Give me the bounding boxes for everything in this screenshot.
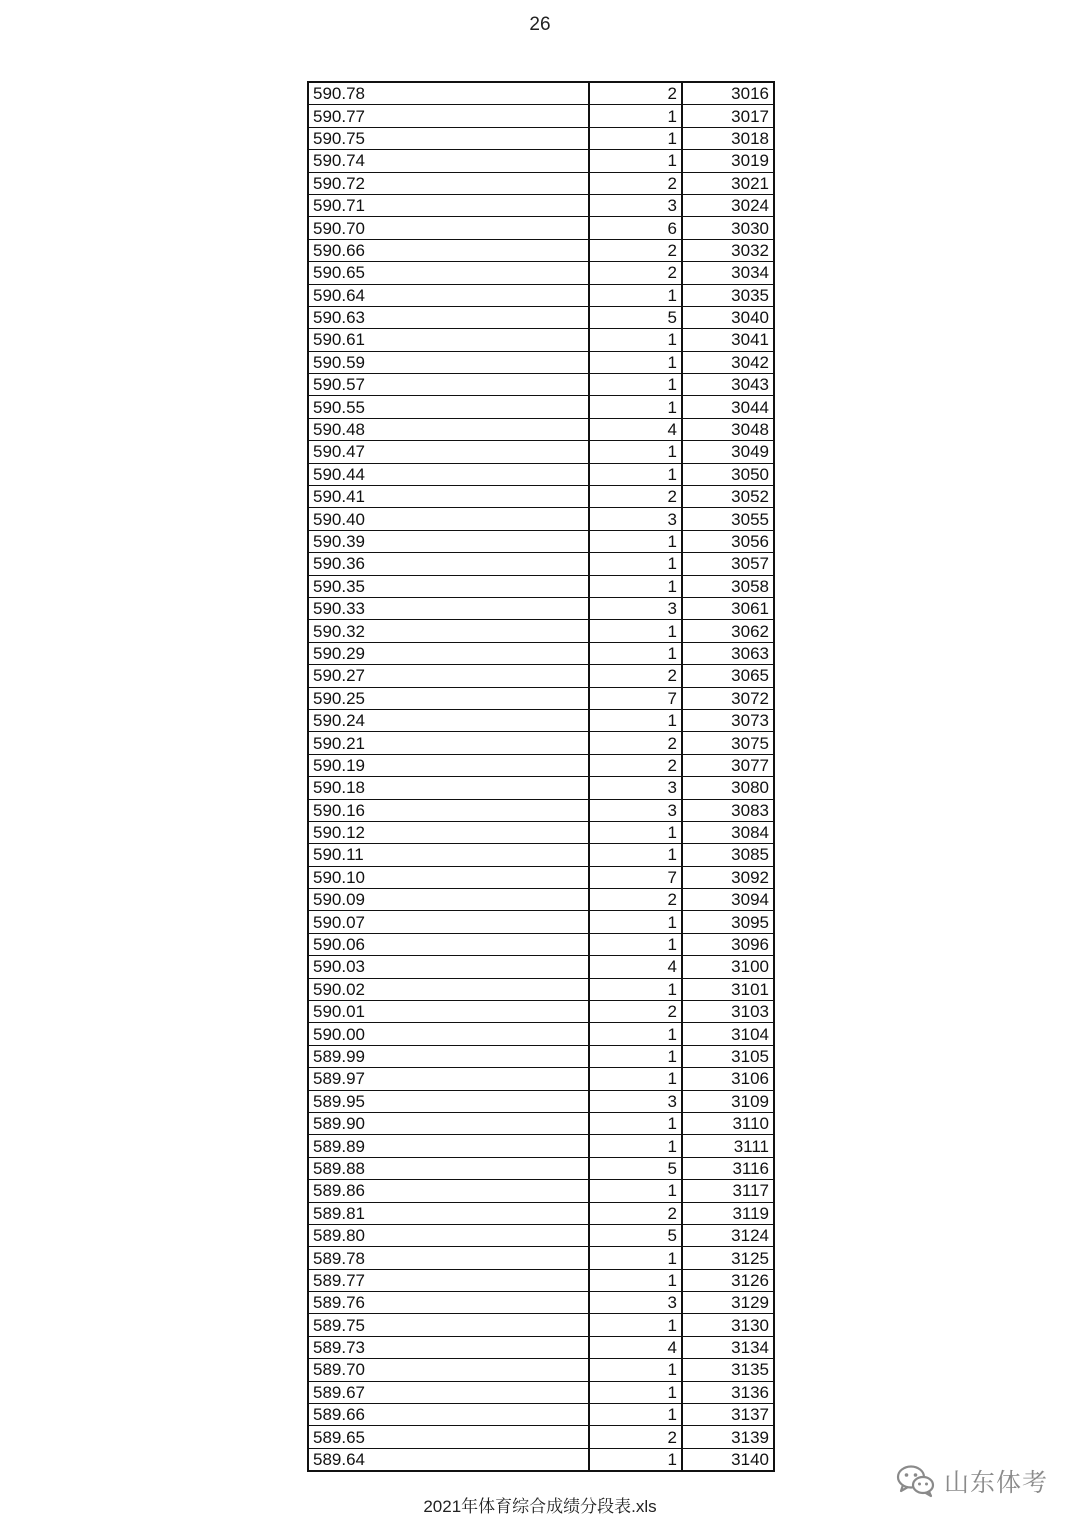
score-cell: 590.35 [308, 575, 589, 597]
count-cell: 1 [589, 1359, 682, 1381]
table-row [308, 1381, 774, 1403]
cumulative-cell: 3050 [682, 463, 774, 485]
table-row [308, 1314, 774, 1336]
count-cell: 2 [589, 1426, 682, 1448]
cumulative-cell: 3139 [682, 1426, 774, 1448]
score-cell: 589.97 [308, 1068, 589, 1090]
cumulative-cell: 3136 [682, 1381, 774, 1403]
score-cell: 590.06 [308, 933, 589, 955]
table-row [308, 463, 774, 485]
score-cell: 590.24 [308, 709, 589, 731]
table-row [308, 911, 774, 933]
cumulative-cell: 3063 [682, 642, 774, 664]
table-row [308, 978, 774, 1000]
score-cell: 590.59 [308, 351, 589, 373]
cumulative-cell: 3035 [682, 284, 774, 306]
score-cell: 589.73 [308, 1336, 589, 1358]
score-cell: 590.44 [308, 463, 589, 485]
cumulative-cell: 3094 [682, 889, 774, 911]
score-cell: 590.72 [308, 172, 589, 194]
table-row [308, 172, 774, 194]
cumulative-cell: 3041 [682, 329, 774, 351]
count-cell: 1 [589, 1247, 682, 1269]
count-cell: 1 [589, 463, 682, 485]
table-row [308, 844, 774, 866]
score-cell: 590.09 [308, 889, 589, 911]
score-cell: 590.41 [308, 486, 589, 508]
table-row [308, 799, 774, 821]
score-cell: 590.29 [308, 642, 589, 664]
count-cell: 6 [589, 217, 682, 239]
table-row [308, 687, 774, 709]
watermark-text: 山东体考 [944, 1469, 1049, 1497]
table-row [308, 441, 774, 463]
score-cell: 590.75 [308, 127, 589, 149]
table-row [308, 1001, 774, 1023]
score-cell: 590.55 [308, 396, 589, 418]
score-cell: 590.47 [308, 441, 589, 463]
table-row [308, 620, 774, 642]
cumulative-cell: 3137 [682, 1404, 774, 1426]
cumulative-cell: 3125 [682, 1247, 774, 1269]
table-row [308, 1202, 774, 1224]
count-cell: 4 [589, 1336, 682, 1358]
count-cell: 1 [589, 1448, 682, 1471]
table-row [308, 306, 774, 328]
score-cell: 590.61 [308, 329, 589, 351]
table-row [308, 105, 774, 127]
score-cell: 590.70 [308, 217, 589, 239]
cumulative-cell: 3119 [682, 1202, 774, 1224]
cumulative-cell: 3042 [682, 351, 774, 373]
count-cell: 1 [589, 1135, 682, 1157]
table-row [308, 866, 774, 888]
cumulative-cell: 3126 [682, 1269, 774, 1291]
score-cell: 589.70 [308, 1359, 589, 1381]
score-cell: 589.64 [308, 1448, 589, 1471]
score-cell: 589.80 [308, 1224, 589, 1246]
count-cell: 1 [589, 150, 682, 172]
count-cell: 1 [589, 1180, 682, 1202]
cumulative-cell: 3109 [682, 1090, 774, 1112]
table-row [308, 1157, 774, 1179]
table-row [308, 82, 774, 105]
table-row [308, 1224, 774, 1246]
table-row [308, 194, 774, 216]
table-row [308, 1023, 774, 1045]
count-cell: 1 [589, 844, 682, 866]
table-row [308, 732, 774, 754]
count-cell: 1 [589, 575, 682, 597]
table-row [308, 642, 774, 664]
score-cell: 590.77 [308, 105, 589, 127]
score-cell: 590.40 [308, 508, 589, 530]
score-cell: 589.90 [308, 1112, 589, 1134]
count-cell: 3 [589, 508, 682, 530]
table-row [308, 530, 774, 552]
count-cell: 2 [589, 1001, 682, 1023]
count-cell: 2 [589, 732, 682, 754]
score-cell: 590.57 [308, 374, 589, 396]
cumulative-cell: 3096 [682, 933, 774, 955]
count-cell: 1 [589, 127, 682, 149]
score-cell: 590.36 [308, 553, 589, 575]
count-cell: 2 [589, 889, 682, 911]
score-cell: 590.25 [308, 687, 589, 709]
score-cell: 590.02 [308, 978, 589, 1000]
table-row [308, 1359, 774, 1381]
score-cell: 589.65 [308, 1426, 589, 1448]
count-cell: 7 [589, 866, 682, 888]
cumulative-cell: 3080 [682, 777, 774, 799]
count-cell: 2 [589, 665, 682, 687]
cumulative-cell: 3083 [682, 799, 774, 821]
score-cell: 590.12 [308, 821, 589, 843]
count-cell: 1 [589, 1404, 682, 1426]
score-cell: 590.00 [308, 1023, 589, 1045]
table-row [308, 1112, 774, 1134]
cumulative-cell: 3057 [682, 553, 774, 575]
count-cell: 1 [589, 620, 682, 642]
table-row [308, 1135, 774, 1157]
score-cell: 589.77 [308, 1269, 589, 1291]
score-cell: 590.65 [308, 262, 589, 284]
count-cell: 1 [589, 709, 682, 731]
cumulative-cell: 3092 [682, 866, 774, 888]
page-number: 26 [529, 14, 551, 35]
count-cell: 1 [589, 396, 682, 418]
count-cell: 4 [589, 418, 682, 440]
table-row [308, 1247, 774, 1269]
watermark [896, 1461, 1048, 1501]
count-cell: 5 [589, 306, 682, 328]
count-cell: 1 [589, 441, 682, 463]
count-cell: 1 [589, 1068, 682, 1090]
table-row [308, 217, 774, 239]
count-cell: 3 [589, 777, 682, 799]
cumulative-cell: 3135 [682, 1359, 774, 1381]
table-row [308, 508, 774, 530]
table-row [308, 553, 774, 575]
count-cell: 7 [589, 687, 682, 709]
count-cell: 3 [589, 799, 682, 821]
table-row [308, 418, 774, 440]
score-cell: 590.07 [308, 911, 589, 933]
score-cell: 589.89 [308, 1135, 589, 1157]
cumulative-cell: 3044 [682, 396, 774, 418]
table-row [308, 351, 774, 373]
cumulative-cell: 3124 [682, 1224, 774, 1246]
cumulative-cell: 3100 [682, 956, 774, 978]
cumulative-cell: 3055 [682, 508, 774, 530]
score-cell: 589.78 [308, 1247, 589, 1269]
score-cell: 590.63 [308, 306, 589, 328]
table-row [308, 1404, 774, 1426]
count-cell: 1 [589, 374, 682, 396]
cumulative-cell: 3018 [682, 127, 774, 149]
table-row [308, 597, 774, 619]
cumulative-cell: 3117 [682, 1180, 774, 1202]
score-cell: 590.66 [308, 239, 589, 261]
score-cell: 589.88 [308, 1157, 589, 1179]
score-cell: 590.74 [308, 150, 589, 172]
table-row [308, 374, 774, 396]
cumulative-cell: 3116 [682, 1157, 774, 1179]
table-row [308, 1336, 774, 1358]
cumulative-cell: 3103 [682, 1001, 774, 1023]
cumulative-cell: 3072 [682, 687, 774, 709]
table-row [308, 1068, 774, 1090]
count-cell: 2 [589, 82, 682, 105]
count-cell: 1 [589, 1023, 682, 1045]
cumulative-cell: 3140 [682, 1448, 774, 1471]
count-cell: 2 [589, 239, 682, 261]
count-cell: 2 [589, 486, 682, 508]
score-cell: 590.16 [308, 799, 589, 821]
cumulative-cell: 3061 [682, 597, 774, 619]
score-cell: 590.64 [308, 284, 589, 306]
table-row [308, 1292, 774, 1314]
score-cell: 590.78 [308, 82, 589, 105]
score-cell: 590.71 [308, 194, 589, 216]
score-cell: 590.32 [308, 620, 589, 642]
count-cell: 1 [589, 1045, 682, 1067]
cumulative-cell: 3134 [682, 1336, 774, 1358]
table-row [308, 821, 774, 843]
score-cell: 590.03 [308, 956, 589, 978]
count-cell: 3 [589, 597, 682, 619]
score-cell: 590.18 [308, 777, 589, 799]
count-cell: 1 [589, 284, 682, 306]
cumulative-cell: 3104 [682, 1023, 774, 1045]
score-cell: 590.19 [308, 754, 589, 776]
cumulative-cell: 3111 [682, 1135, 774, 1157]
count-cell: 3 [589, 1292, 682, 1314]
count-cell: 3 [589, 194, 682, 216]
cumulative-cell: 3030 [682, 217, 774, 239]
cumulative-cell: 3034 [682, 262, 774, 284]
cumulative-cell: 3065 [682, 665, 774, 687]
table-row [308, 709, 774, 731]
table-row [308, 284, 774, 306]
cumulative-cell: 3105 [682, 1045, 774, 1067]
score-cell: 589.66 [308, 1404, 589, 1426]
cumulative-cell: 3073 [682, 709, 774, 731]
count-cell: 1 [589, 933, 682, 955]
score-cell: 589.81 [308, 1202, 589, 1224]
count-cell: 1 [589, 329, 682, 351]
cumulative-cell: 3085 [682, 844, 774, 866]
cumulative-cell: 3048 [682, 418, 774, 440]
count-cell: 1 [589, 351, 682, 373]
table-row [308, 1448, 774, 1471]
score-cell: 590.39 [308, 530, 589, 552]
cumulative-cell: 3075 [682, 732, 774, 754]
count-cell: 2 [589, 172, 682, 194]
score-cell: 589.99 [308, 1045, 589, 1067]
cumulative-cell: 3130 [682, 1314, 774, 1336]
cumulative-cell: 3110 [682, 1112, 774, 1134]
count-cell: 2 [589, 1202, 682, 1224]
cumulative-cell: 3016 [682, 82, 774, 105]
table-row [308, 239, 774, 261]
score-cell: 590.33 [308, 597, 589, 619]
table-row [308, 486, 774, 508]
table-row [308, 777, 774, 799]
cumulative-cell: 3106 [682, 1068, 774, 1090]
cumulative-cell: 3017 [682, 105, 774, 127]
table-row [308, 1045, 774, 1067]
score-cell: 590.27 [308, 665, 589, 687]
score-cell: 589.67 [308, 1381, 589, 1403]
score-cell: 589.75 [308, 1314, 589, 1336]
footer-title: 2021年体育综合成绩分段表.xls [423, 1497, 657, 1516]
count-cell: 4 [589, 956, 682, 978]
count-cell: 1 [589, 1314, 682, 1336]
table-row [308, 127, 774, 149]
table-row [308, 329, 774, 351]
cumulative-cell: 3058 [682, 575, 774, 597]
table-row [308, 1269, 774, 1291]
score-cell: 590.11 [308, 844, 589, 866]
count-cell: 2 [589, 262, 682, 284]
count-cell: 3 [589, 1090, 682, 1112]
cumulative-cell: 3077 [682, 754, 774, 776]
cumulative-cell: 3040 [682, 306, 774, 328]
table-row [308, 665, 774, 687]
cumulative-cell: 3024 [682, 194, 774, 216]
cumulative-cell: 3084 [682, 821, 774, 843]
count-cell: 1 [589, 553, 682, 575]
table-row [308, 956, 774, 978]
score-table [307, 81, 775, 1472]
count-cell: 1 [589, 1269, 682, 1291]
count-cell: 2 [589, 754, 682, 776]
count-cell: 1 [589, 911, 682, 933]
cumulative-cell: 3049 [682, 441, 774, 463]
table-row [308, 1180, 774, 1202]
count-cell: 1 [589, 821, 682, 843]
count-cell: 1 [589, 1381, 682, 1403]
count-cell: 1 [589, 978, 682, 1000]
table-row [308, 396, 774, 418]
score-cell: 589.95 [308, 1090, 589, 1112]
table-row [308, 262, 774, 284]
table-row [308, 575, 774, 597]
score-cell: 590.10 [308, 866, 589, 888]
score-cell: 589.76 [308, 1292, 589, 1314]
count-cell: 1 [589, 105, 682, 127]
score-cell: 590.21 [308, 732, 589, 754]
cumulative-cell: 3056 [682, 530, 774, 552]
cumulative-cell: 3095 [682, 911, 774, 933]
count-cell: 5 [589, 1157, 682, 1179]
table-row [308, 933, 774, 955]
table-row [308, 889, 774, 911]
cumulative-cell: 3062 [682, 620, 774, 642]
cumulative-cell: 3021 [682, 172, 774, 194]
table-row [308, 1426, 774, 1448]
cumulative-cell: 3032 [682, 239, 774, 261]
count-cell: 1 [589, 530, 682, 552]
table-row [308, 1090, 774, 1112]
count-cell: 1 [589, 642, 682, 664]
cumulative-cell: 3043 [682, 374, 774, 396]
count-cell: 5 [589, 1224, 682, 1246]
wechat-icon [896, 1464, 936, 1498]
cumulative-cell: 3129 [682, 1292, 774, 1314]
cumulative-cell: 3052 [682, 486, 774, 508]
count-cell: 1 [589, 1112, 682, 1134]
table-row [308, 754, 774, 776]
score-cell: 590.48 [308, 418, 589, 440]
score-cell: 590.01 [308, 1001, 589, 1023]
table-row [308, 150, 774, 172]
score-table-body [308, 82, 774, 1471]
cumulative-cell: 3101 [682, 978, 774, 1000]
cumulative-cell: 3019 [682, 150, 774, 172]
score-cell: 589.86 [308, 1180, 589, 1202]
